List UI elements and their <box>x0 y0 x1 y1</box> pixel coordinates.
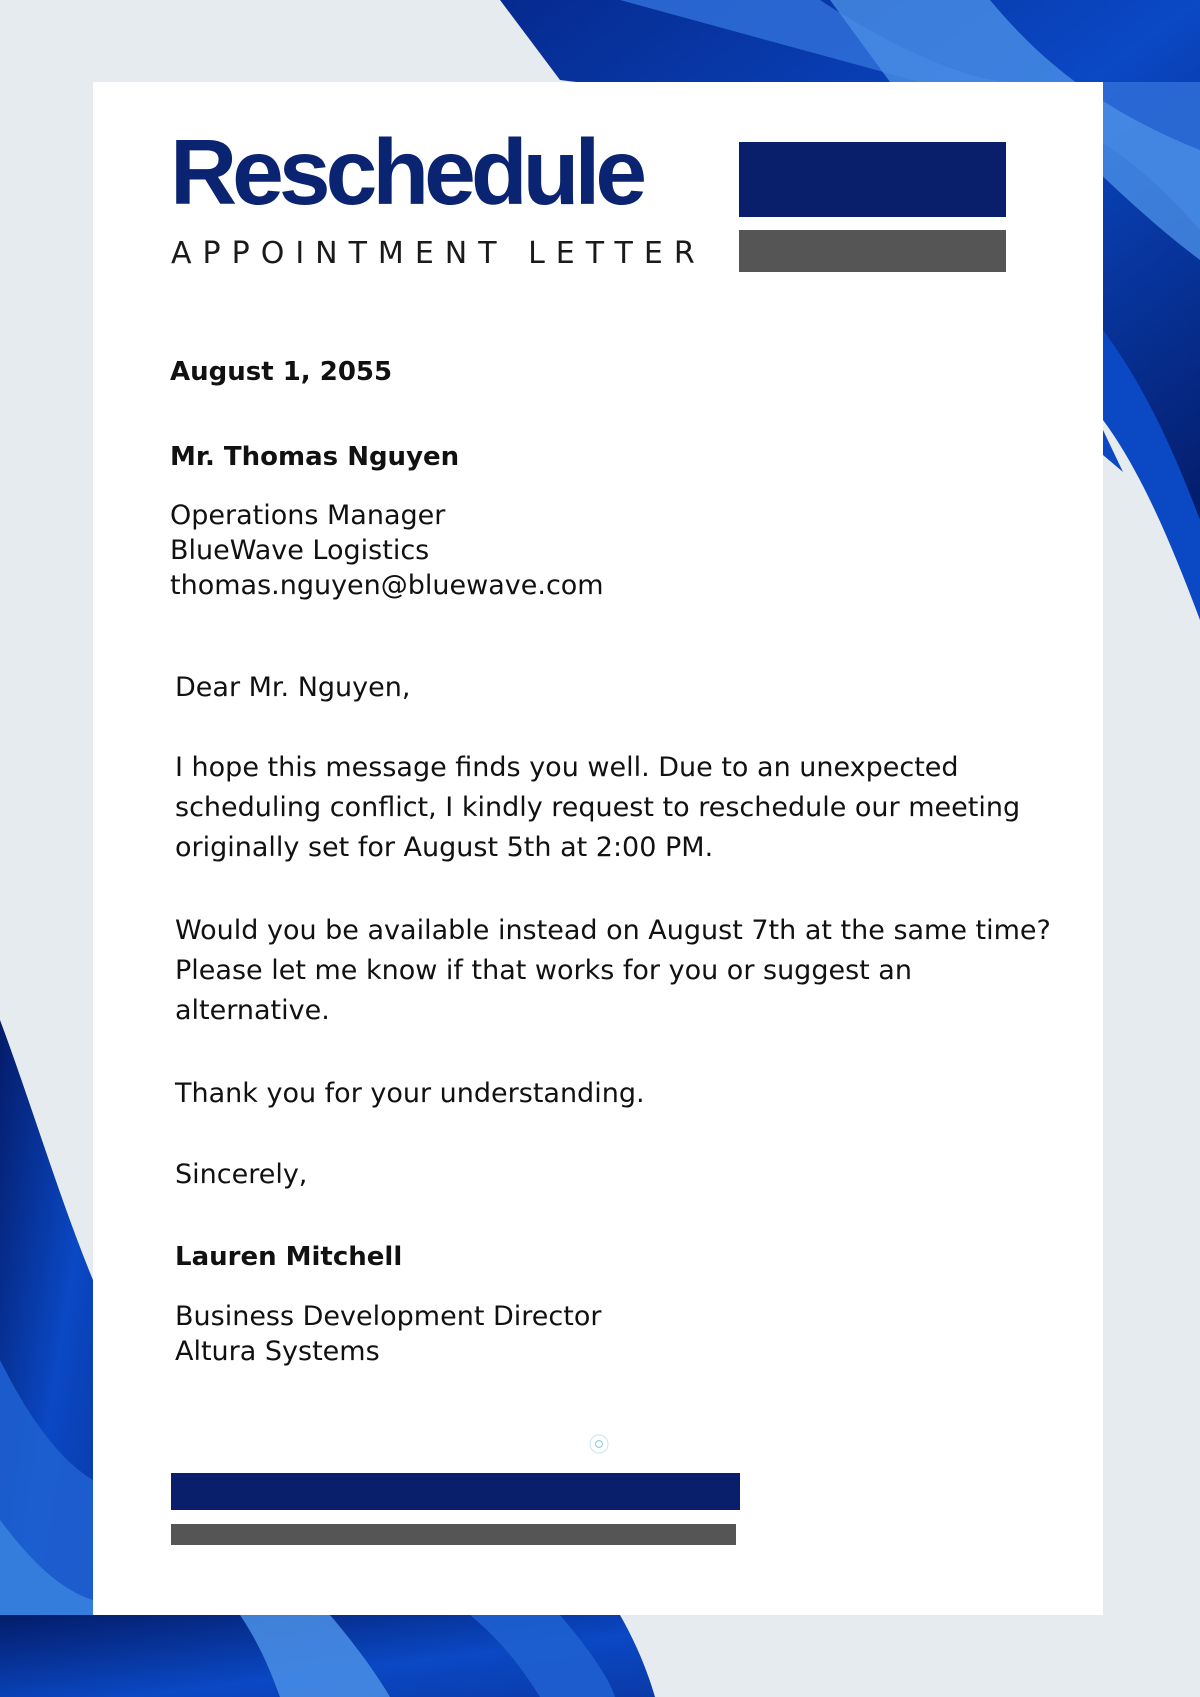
body-paragraph: Thank you for your understanding. <box>175 1078 645 1109</box>
body-paragraph: Would you be available instead on August 7th at the same time? Please let me know if that works for you or suggest an alternative. <box>175 915 1051 1026</box>
target-dot-icon <box>589 1434 609 1454</box>
header-navy-bar <box>739 142 1006 217</box>
letter-date: August 1, 2055 <box>170 357 393 387</box>
salutation: Dear Mr. Nguyen, <box>175 672 411 703</box>
sender-company: Altura Systems <box>175 1336 380 1367</box>
recipient-name: Mr. Thomas Nguyen <box>170 442 460 472</box>
footer-navy-bar <box>171 1473 740 1510</box>
sender-title: Business Development Director <box>175 1301 602 1332</box>
header-gray-bar <box>739 230 1006 272</box>
body-paragraph: I hope this message finds you well. Due to an unexpected scheduling conflict, I kindly request to reschedule our meeting originally set for August 5th at 2:00 PM. <box>175 752 1021 863</box>
closing: Sincerely, <box>175 1159 308 1190</box>
sender-name: Lauren Mitchell <box>175 1242 403 1272</box>
letter-title: Reschedule <box>170 120 643 224</box>
recipient-title: Operations Manager <box>170 500 446 531</box>
footer-gray-bar <box>171 1524 736 1545</box>
recipient-company: BlueWave Logistics <box>170 535 430 566</box>
recipient-details <box>170 498 604 603</box>
recipient-email: thomas.nguyen@bluewave.com <box>170 570 604 601</box>
letter-sheet <box>93 82 1103 1615</box>
letter-subtitle: APPOINTMENT LETTER <box>171 236 706 271</box>
sender-details <box>175 1299 601 1369</box>
